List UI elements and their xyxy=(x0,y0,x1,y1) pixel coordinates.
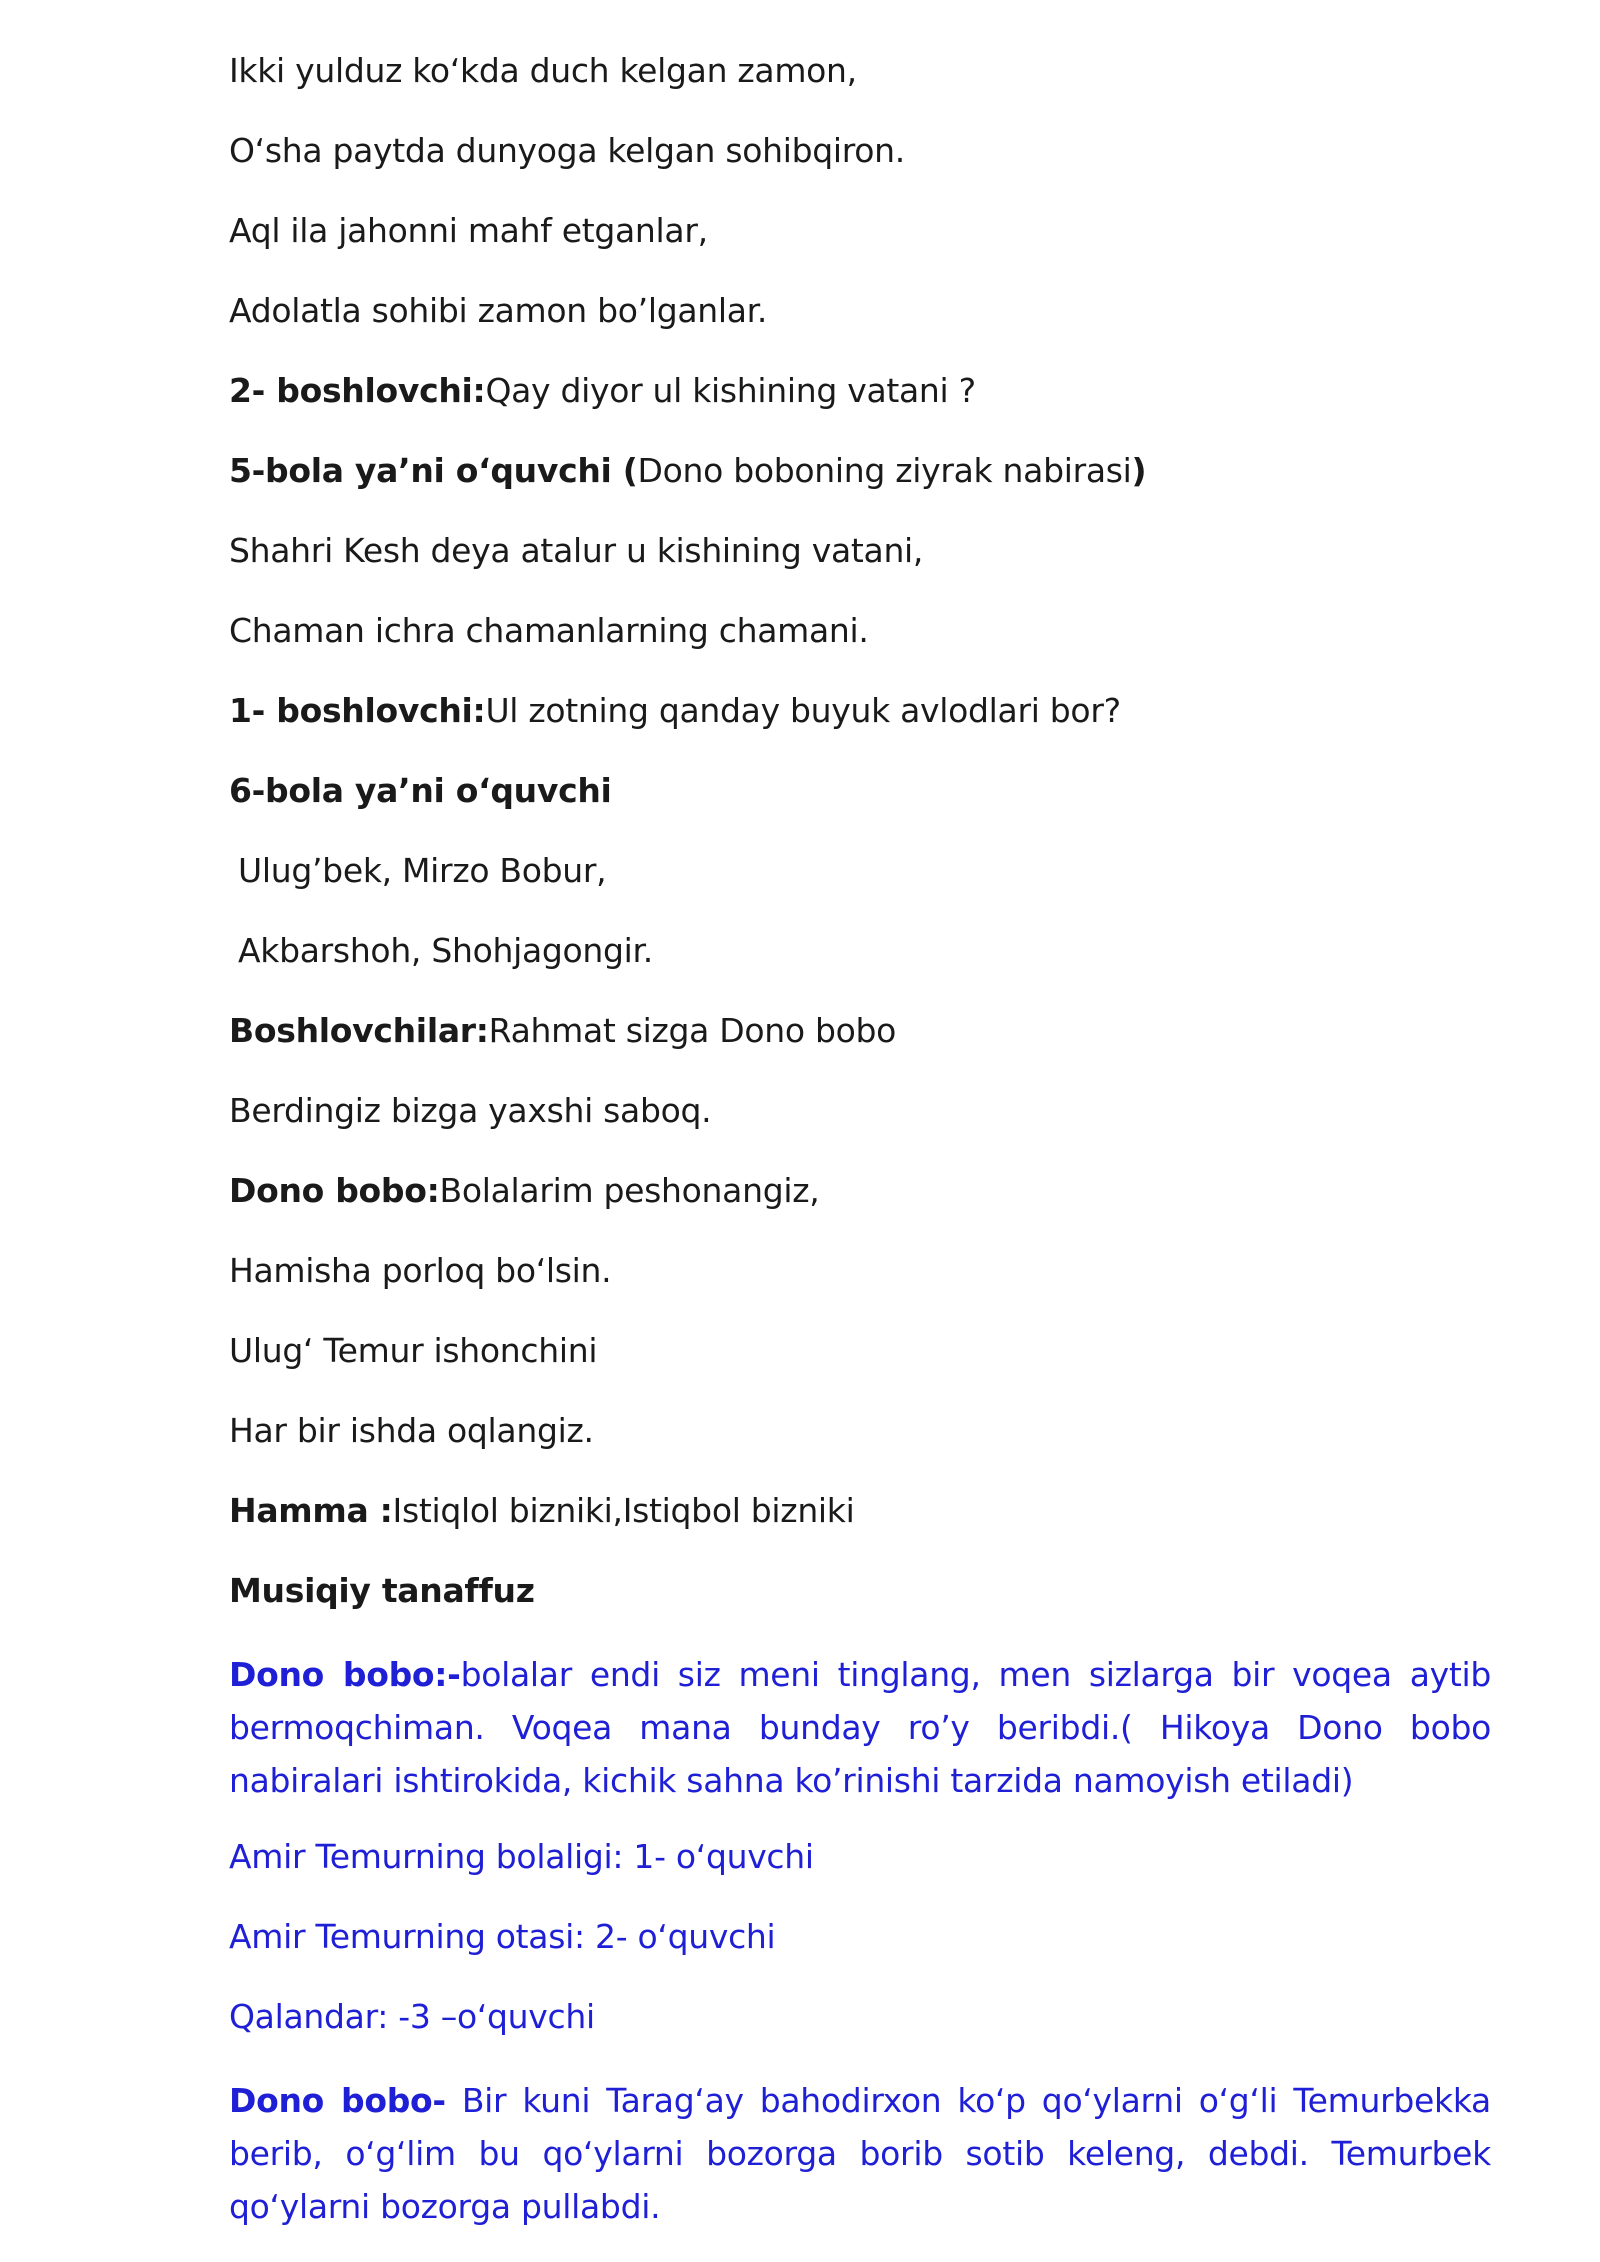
poem-line: Hamisha porloq boʻlsin. xyxy=(229,1251,612,1290)
poem-line: Ikki yulduz koʻkda duch kelgan zamon, xyxy=(229,51,857,90)
dialogue-line xyxy=(229,1488,1491,1534)
speaker-label: 5-bola ya’ni oʻquvchi xyxy=(229,451,612,490)
narration-paragraph xyxy=(229,1648,1491,1807)
speaker-label: Dono bobo- xyxy=(229,2081,446,2120)
poem-line: Har bir ishda oqlangiz. xyxy=(229,1411,594,1450)
poem-line: Ulugʻ Temur ishonchini xyxy=(229,1331,598,1370)
speaker-label: 1- boshlovchi: xyxy=(229,691,486,730)
speaker-label: Hamma : xyxy=(229,1491,393,1530)
speaker-label: Boshlovchilar: xyxy=(229,1011,489,1050)
narration-text: Bir kuni Taragʻay bahodirxon koʻp qoʻylarni oʻgʻli Temurbekka berib, oʻgʻlim bu qoʻylarni bozorga borib sotib keleng, debdi. Temurbek qoʻylarni bozorga pullabdi. xyxy=(229,2081,1491,2226)
poem-line: Shahri Kesh deya atalur u kishining vatani, xyxy=(229,531,924,570)
dialogue-line xyxy=(229,688,1491,734)
reader-heading xyxy=(229,448,1491,494)
dialogue-line xyxy=(229,1168,1491,1214)
dialogue-line xyxy=(229,1008,1491,1054)
dialogue-text: Istiqlol bizniki,Istiqbol bizniki xyxy=(392,1491,855,1530)
poem-line: Aql ila jahonni mahf etganlar, xyxy=(229,211,708,250)
dialogue-text: Rahmat sizga Dono bobo xyxy=(488,1011,897,1050)
reader-note: Dono boboning ziyrak nabirasi xyxy=(637,451,1132,490)
reader-heading: 6-bola ya’ni oʻquvchi xyxy=(229,771,612,810)
paren-open: ( xyxy=(611,451,638,490)
role-line: Amir Temurning otasi: 2- oʻquvchi xyxy=(229,1917,776,1956)
speaker-label: Dono bobo:- xyxy=(229,1655,461,1694)
section-heading: Musiqiy tanaffuz xyxy=(229,1571,535,1610)
role-line: Qalandar: -3 –oʻquvchi xyxy=(229,1997,595,2036)
poem-line: Berdingiz bizga yaxshi saboq. xyxy=(229,1091,712,1130)
dialogue-text: Bolalarim peshonangiz, xyxy=(439,1171,820,1210)
paren-close: ) xyxy=(1131,451,1147,490)
narration-text: bolalar endi siz meni tinglang, men sizlarga bir voqea aytib bermoqchiman. Voqea mana bunday ro’y beribdi.( Hikoya Dono bobo nabiralari ishtirokida, kichik sahna ko’rinishi tarzida namoyish etiladi) xyxy=(229,1655,1491,1800)
dialogue-text: Ul zotning qanday buyuk avlodlari bor? xyxy=(485,691,1121,730)
speaker-label: 2- boshlovchi: xyxy=(229,371,486,410)
poem-line: Adolatla sohibi zamon bo’lganlar. xyxy=(229,291,768,330)
dialogue-line xyxy=(229,368,1491,414)
poem-line: Akbarshoh, Shohjagongir. xyxy=(238,931,653,970)
poem-line: Oʻsha paytda dunyoga kelgan sohibqiron. xyxy=(229,131,905,170)
document-page xyxy=(229,48,1491,2260)
role-line: Amir Temurning bolaligi: 1- oʻquvchi xyxy=(229,1837,814,1876)
narration-paragraph xyxy=(229,2074,1491,2233)
speaker-label: Dono bobo: xyxy=(229,1171,440,1210)
poem-line: Ulug’bek, Mirzo Bobur, xyxy=(238,851,607,890)
poem-line: Chaman ichra chamanlarning chamani. xyxy=(229,611,869,650)
dialogue-text: Qay diyor ul kishining vatani ? xyxy=(485,371,976,410)
